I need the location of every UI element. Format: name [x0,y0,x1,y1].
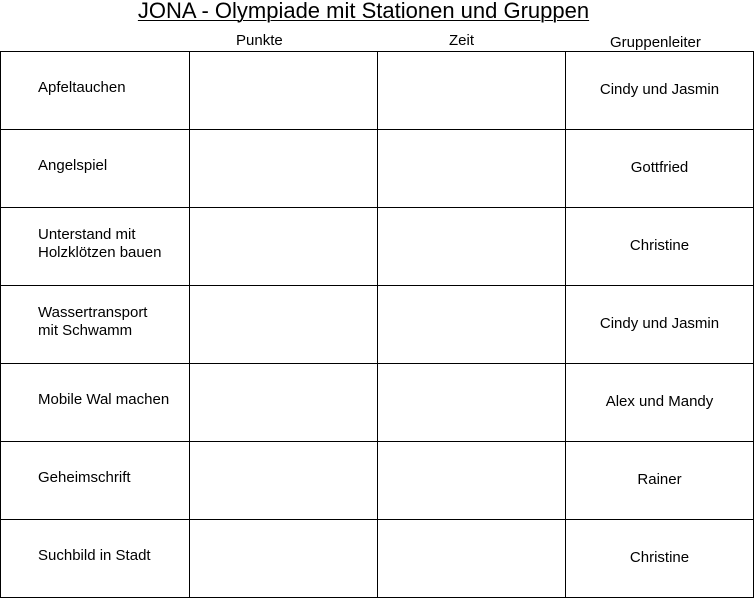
leader-cell: Christine [566,208,754,286]
leader-cell: Cindy und Jasmin [566,52,754,130]
points-cell [190,364,378,442]
table-row [1,208,754,286]
station-name: Apfeltauchen [38,78,126,96]
leader-cell: Cindy und Jasmin [566,286,754,364]
station-name: Angelspiel [38,156,108,174]
points-cell [190,520,378,598]
time-cell [378,442,566,520]
points-cell [190,130,378,208]
column-header-points: Punkte [236,32,283,49]
table-row [1,130,754,208]
time-cell [378,364,566,442]
station-cell [1,52,190,130]
table-row [1,286,754,364]
table-row [1,442,754,520]
station-cell [1,130,190,208]
table-row [1,52,754,130]
station-name: Unterstand mit Holzklötzen bauen [38,225,162,261]
points-cell [190,208,378,286]
station-name: Wassertransport mit Schwamm [38,303,148,339]
time-cell [378,52,566,130]
column-header-row [0,31,754,51]
points-cell [190,286,378,364]
table-row [1,364,754,442]
page-title: JONA - Olympiade mit Stationen und Gruppen [137,0,590,23]
station-name: Suchbild in Stadt [38,546,151,564]
leader-cell: Gottfried [566,130,754,208]
station-cell [1,208,190,286]
station-name: Mobile Wal machen [38,390,170,408]
points-cell [190,442,378,520]
stations-table [0,51,754,598]
time-cell [378,520,566,598]
time-cell [378,130,566,208]
column-header-leader: Gruppenleiter [610,34,701,51]
time-cell [378,208,566,286]
station-cell [1,442,190,520]
table-row [1,520,754,598]
column-header-time: Zeit [449,32,475,49]
station-cell [1,520,190,598]
station-name: Geheimschrift [38,468,131,486]
leader-cell: Alex und Mandy [566,364,754,442]
station-cell [1,286,190,364]
station-cell [1,364,190,442]
points-cell [190,52,378,130]
leader-cell: Rainer [566,442,754,520]
time-cell [378,286,566,364]
leader-cell: Christine [566,520,754,598]
